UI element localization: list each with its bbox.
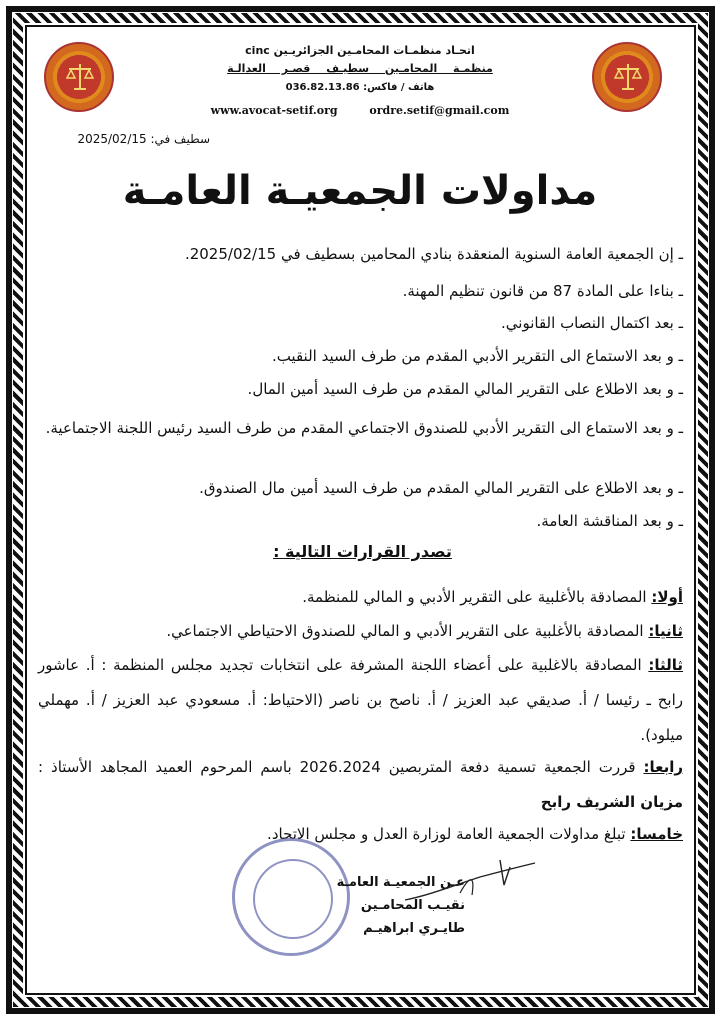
- decision-fourth-honoree: مزيان الشريف رابح: [540, 793, 683, 811]
- decision-fourth-label: رابعا:: [643, 758, 683, 776]
- decision-second-text: المصادقة بالأغلبية على التقرير الأدبي و المالي للصندوق الاحتياطي الاجتماعي.: [166, 622, 644, 640]
- decision-first-label: أولا:: [651, 588, 683, 606]
- scales-icon: [66, 62, 94, 92]
- recital-2: ـ بناءا على المادة 87 من قانون تنظيم المهنة.: [402, 282, 683, 300]
- decision-fifth-text: تبلغ مداولات الجمعية العامة لوزارة العدل و مجلس الاتحاد.: [267, 825, 626, 843]
- decision-third-label: ثالثا:: [648, 656, 683, 674]
- handwritten-signature: [400, 855, 540, 915]
- header-organization: منظمـة المحامـين سطيـف قصـر العدالـة: [227, 62, 493, 75]
- header-union-name: cinc اتحـاد منظمـات المحامـين الجزائريـين: [245, 44, 475, 57]
- header-phone-fax: هاتف / فاكس: 036.82.13.86: [285, 82, 435, 93]
- bar-association-logo-right: [592, 42, 662, 112]
- bar-association-logo-left: [44, 42, 114, 112]
- decision-first-text: المصادقة بالأغلبية على التقرير الأدبي و المالي للمنظمة.: [302, 588, 647, 606]
- decision-fourth-text: قررت الجمعية تسمية دفعة المتربصين 2026.2024 باسم المرحوم العميد المجاهد الأستاذ :: [38, 758, 636, 776]
- scales-icon: [614, 62, 642, 92]
- document-date: سطيف في: 2025/02/15: [77, 132, 210, 146]
- decision-fourth: [38, 750, 683, 820]
- signature-line-1: عـن الجمعيـة العامـة: [336, 875, 465, 890]
- recital-8: ـ و بعد المناقشة العامة.: [536, 512, 683, 530]
- recital-4: ـ و بعد الاستماع الى التقرير الأدبي المقدم من طرف السيد النقيب.: [271, 347, 683, 365]
- decision-second: [38, 614, 683, 649]
- header-web-email: www.avocat-setif.org ordre.setif@gmail.com: [210, 104, 510, 117]
- decision-fifth-label: خامسا:: [630, 825, 683, 843]
- recital-1: ـ إن الجمعية العامة السنوية المنعقدة بنادي المحامين بسطيف في 2025/02/15.: [184, 245, 683, 263]
- decision-third: [38, 648, 683, 753]
- decision-second-label: ثانيا:: [648, 622, 683, 640]
- recital-6: ـ و بعد الاستماع الى التقرير الأدبي للصندوق الاجتماعي المقدم من طرف السيد رئيس اللجنة الاجتماعية.: [45, 419, 683, 437]
- document-title: مداولات الجمعيـة العامـة: [122, 168, 598, 214]
- signature-line-2: نقيـب المحامـين: [360, 898, 465, 913]
- decisions-heading: تصدر القرارات التالية :: [273, 542, 452, 561]
- recital-5: ـ و بعد الاطلاع على التقرير المالي المقدم من طرف السيد أمين المال.: [247, 380, 683, 398]
- decision-third-text: المصادقة بالاغلبية على أعضاء اللجنة المشرفة على انتخابات تجديد مجلس المنظمة : أ. عاشور رابح ـ رئيسا / أ. صديقي عبد العزيز / أ. ناصح بن ناصر (الاحتياط: أ. مسعودي عبد العزيز / أ. مهملي ميلود).: [38, 656, 683, 744]
- official-stamp: [232, 838, 350, 956]
- recital-3: ـ بعد اكتمال النصاب القانوني.: [501, 314, 683, 332]
- recital-7: ـ و بعد الاطلاع على التقرير المالي المقدم من طرف السيد أمين مال الصندوق.: [199, 479, 683, 497]
- signature-line-3: طايـري ابراهيـم: [363, 921, 465, 936]
- decision-fifth: [38, 817, 683, 852]
- decision-first: [38, 580, 683, 615]
